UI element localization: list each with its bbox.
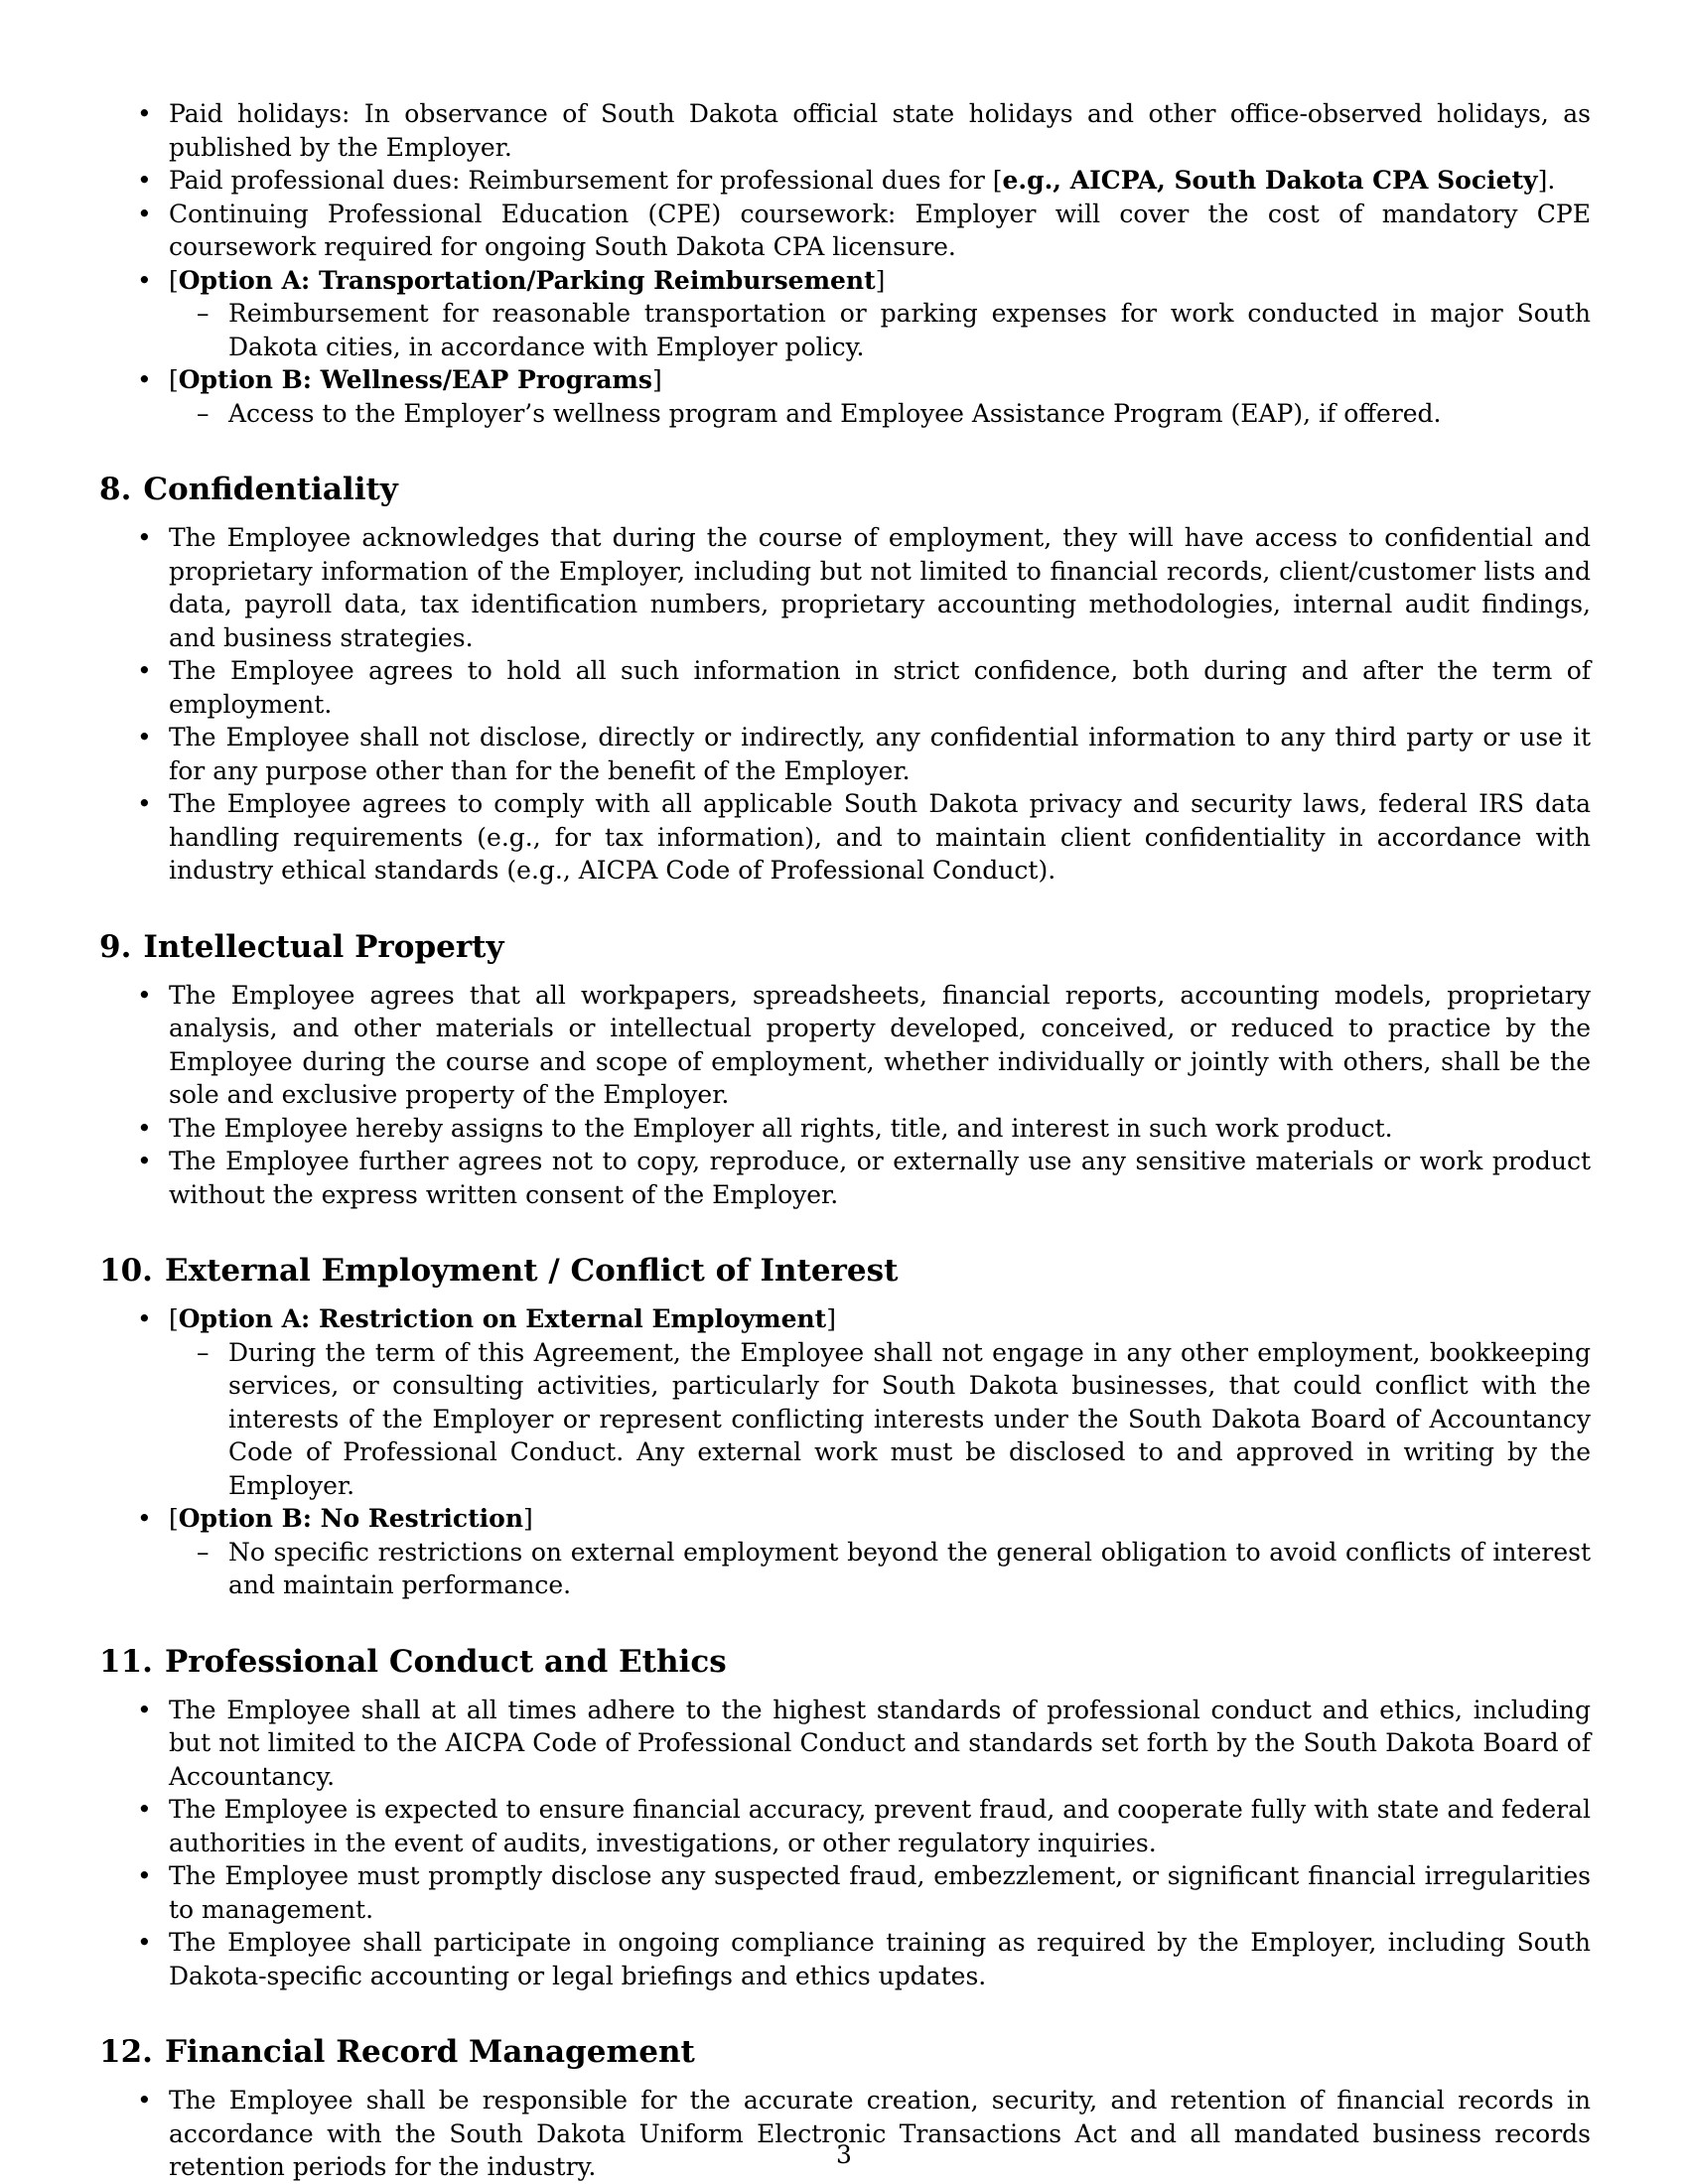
section-list <box>99 1302 1591 1602</box>
section-list <box>99 1694 1591 1993</box>
list-item-option-b: • [Option B: Wellness/EAP Programs] – Access to the Employer’s wellness program and Employee Assistance Program (EAP), if offered. <box>99 363 1591 430</box>
section-professional-conduct <box>99 1642 1591 1993</box>
option-label: Option B: No Restriction <box>178 1504 524 1533</box>
list-item: • The Employee hereby assigns to the Employer all rights, title, and interest in such work product. <box>99 1112 1591 1146</box>
section-confidentiality <box>99 470 1591 887</box>
section-intellectual-property <box>99 927 1591 1212</box>
section-list <box>99 521 1591 887</box>
section-heading: 9. Intellectual Property <box>99 928 504 965</box>
list-item: • The Employee is expected to ensure financial accuracy, prevent fraud, and cooperate fully with state and federal authorities in the event of audits, investigations, or other regulatory inquiries. <box>99 1793 1591 1859</box>
sub-list <box>169 1336 1591 1503</box>
list-item: • The Employee further agrees not to copy, reproduce, or externally use any sensitive materials or work product without the express written consent of the Employer. <box>99 1145 1591 1211</box>
placeholder-text: e.g., AICPA, South Dakota CPA Society <box>1002 166 1538 195</box>
section-heading: 11. Professional Conduct and Ethics <box>99 1643 727 1680</box>
sub-list-item: – Reimbursement for reasonable transportation or parking expenses for work conducted in major South Dakota cities, in accordance with Employer policy. <box>169 297 1591 363</box>
list-item: • The Employee shall participate in ongoing compliance training as required by the Employer, including South Dakota-specific accounting or legal briefings and ethics updates. <box>99 1926 1591 1992</box>
list-item: • The Employee shall at all times adhere to the highest standards of professional conduct and ethics, including but not limited to the AICPA Code of Professional Conduct and standards set forth by the South Dakota Board of Accountancy. <box>99 1694 1591 1794</box>
section-heading: 12. Financial Record Management <box>99 2034 695 2070</box>
option-label: Option A: Restriction on External Employment <box>178 1304 827 1333</box>
page-number: 3 <box>836 2140 852 2169</box>
sub-list-item: – No specific restrictions on external employment beyond the general obligation to avoid conflicts of interest and maintain performance. <box>169 1536 1591 1602</box>
sub-list <box>169 1536 1591 1602</box>
sub-list <box>169 297 1591 363</box>
list-item: • The Employee agrees to hold all such information in strict confidence, both during and after the term of employment. <box>99 654 1591 721</box>
list-item-option-a: • [Option A: Restriction on External Employment] – During the term of this Agreement, the Employee shall not engage in any other employment, bookkeeping services, or consulting activities, particularly for South Dakota businesses, that could conflict with the interests of the Employer or represent conflicting interests under the South Dakota Board of Accountancy Code of Professional Conduct. Any external work must be disclosed to and approved in writing by the Employer. <box>99 1302 1591 1502</box>
section-heading: 10. External Employment / Conflict of Interest <box>99 1253 899 1289</box>
list-item: • The Employee shall not disclose, directly or indirectly, any confidential information to any third party or use it for any purpose other than for the benefit of the Employer. <box>99 721 1591 787</box>
list-item: • The Employee agrees to comply with all applicable South Dakota privacy and security laws, federal IRS data handling requirements (e.g., for tax information), and to maintain client confidentiality in accordance with industry ethical standards (e.g., AICPA Code of Professional Conduct). <box>99 787 1591 887</box>
sub-list-item: – Access to the Employer’s wellness program and Employee Assistance Program (EAP), if offered. <box>169 397 1591 431</box>
list-item: • Paid holidays: In observance of South Dakota official state holidays and other office-observed holidays, as published by the Employer. <box>99 97 1591 164</box>
list-item: • The Employee shall be responsible for the accurate creation, security, and retention of financial records in accordance with the South Dakota Uniform Electronic Transactions Act and all mandated business records retention periods for the industry. <box>99 2084 1591 2184</box>
list-item: • The Employee must promptly disclose any suspected fraud, embezzlement, or significant financial irregularities to management. <box>99 1859 1591 1926</box>
section-heading: 8. Confidentiality <box>99 472 398 507</box>
list-item: • Paid professional dues: Reimbursement for professional dues for [e.g., AICPA, South Dakota CPA Society]. <box>99 164 1591 198</box>
section-external-employment <box>99 1251 1591 1602</box>
sub-list <box>169 397 1591 431</box>
option-label: Option A: Transportation/Parking Reimbursement <box>178 265 876 295</box>
document-page <box>99 97 1591 2184</box>
list-item-option-b: • [Option B: No Restriction] – No specific restrictions on external employment beyond the general obligation to avoid conflicts of interest and maintain performance. <box>99 1502 1591 1602</box>
section-list <box>99 979 1591 1212</box>
sub-list-item: – During the term of this Agreement, the Employee shall not engage in any other employment, bookkeeping services, or consulting activities, particularly for South Dakota businesses, that could conflict with the interests of the Employer or represent conflicting interests under the South Dakota Board of Accountancy Code of Professional Conduct. Any external work must be disclosed to and approved in writing by the Employer. <box>169 1336 1591 1503</box>
option-label: Option B: Wellness/EAP Programs <box>178 365 652 394</box>
list-item: • Continuing Professional Education (CPE) coursework: Employer will cover the cost of mandatory CPE coursework required for ongoing South Dakota CPA licensure. <box>99 198 1591 264</box>
list-item: • The Employee acknowledges that during the course of employment, they will have access to confidential and proprietary information of the Employer, including but not limited to financial records, client/customer lists and data, payroll data, tax identification numbers, proprietary accounting methodologies, internal audit findings, and business strategies. <box>99 521 1591 654</box>
list-item-option-a: • [Option A: Transportation/Parking Reimbursement] – Reimbursement for reasonable transportation or parking expenses for work conducted in major South Dakota cities, in accordance with Employer policy. <box>99 264 1591 364</box>
benefits-list <box>99 97 1591 430</box>
list-item: • The Employee agrees that all workpapers, spreadsheets, financial reports, accounting models, proprietary analysis, and other materials or intellectual property developed, conceived, or reduced to practice by the Employee during the course and scope of employment, whether individually or jointly with others, shall be the sole and exclusive property of the Employer. <box>99 979 1591 1112</box>
